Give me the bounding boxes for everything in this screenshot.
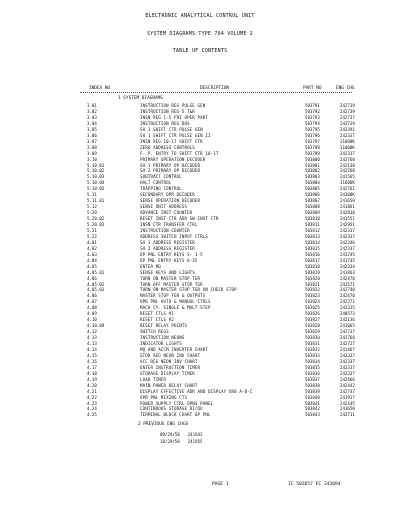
row-description: TURN ON MASTER STOP TGR ON CHECK STOP <box>140 287 237 293</box>
row-part-number: 503804 <box>305 180 320 186</box>
row-index: 3.04 <box>87 120 97 126</box>
column-header-index: INDEX NO <box>89 86 111 91</box>
row-eng-change: 242761 <box>340 186 355 192</box>
row-index: 4.07 <box>87 299 97 305</box>
row-part-number: 503813 <box>305 233 320 239</box>
row-part-number: 503843 <box>305 412 320 418</box>
row-index: 5.20.02 <box>87 216 105 222</box>
row-part-number: 503799 <box>305 150 320 156</box>
row-eng-change: 242337 <box>340 227 355 233</box>
row-index: 4.19 <box>87 376 97 382</box>
row-description: MQ AND ACCM INVERTER CHART <box>140 346 208 352</box>
row-index: 5.10.01 <box>87 162 105 168</box>
row-part-number: 503794 <box>305 120 320 126</box>
row-eng-change: 241658 <box>340 198 355 204</box>
row-description: MASTER STOP TGR & OUTPUTS <box>140 293 206 299</box>
row-part-number: 503815 <box>305 245 320 251</box>
row-part-number: 503791 <box>305 103 320 108</box>
row-part-number: 503836 <box>305 370 320 376</box>
row-part-number: 503812 <box>305 227 320 233</box>
row-eng-change: 242445 <box>340 400 355 406</box>
row-eng-change: 241861 <box>340 204 355 210</box>
column-header-description: DESCRIPTION <box>200 86 230 91</box>
row-eng-change: 242739 <box>340 120 355 126</box>
row-part-number: 503822 <box>305 287 320 293</box>
row-part-number: 503805 <box>305 186 320 192</box>
row-description: STOR REG NEON INV CHART <box>140 352 201 358</box>
row-part-number: 503818 <box>305 263 320 269</box>
row-eng-change: 242335 <box>340 305 355 311</box>
row-description: SWITCH REGS <box>140 329 169 335</box>
row-eng-change: 242727 <box>340 341 355 346</box>
row-description: OPR PNL MIXING CTS <box>140 394 188 400</box>
row-description: SH 1 SHIFT CTR PULSE GEN II <box>140 132 211 138</box>
row-description: LOAD TIMER <box>140 376 167 382</box>
row-eng-change: 242371 <box>340 299 355 305</box>
row-description: SENSE KEYS AND LIGHTS <box>140 269 195 275</box>
row-part-number: 503808 <box>305 204 320 210</box>
row-part-number: 503838 <box>305 382 320 388</box>
previous-eng-item <box>160 439 203 444</box>
row-index: 4.05.03 <box>87 287 105 293</box>
row-description: TRAPPING CONTROL <box>140 186 182 192</box>
row-index: 4.21 <box>87 388 97 394</box>
row-index: 5.22 <box>87 233 97 239</box>
row-description: MAIN POWER RELAY CHART <box>140 382 198 388</box>
row-part-number: 503837 <box>305 376 320 382</box>
row-description: CONTINUOUS STORAGE RI/OU <box>140 406 203 412</box>
row-index: 3.07 <box>87 138 97 144</box>
row-description: SH 2 PRIMARY OP DECODER <box>140 168 201 174</box>
row-part-number: 503803 <box>305 174 320 180</box>
row-index: 4.23 <box>87 400 97 406</box>
header-rule <box>80 92 352 93</box>
row-description: RESET INST-CTR ADR SW-INST CTR <box>140 216 219 222</box>
row-eng-change: 242337 <box>340 132 355 138</box>
row-eng-change: 242711 <box>340 412 355 418</box>
row-index: 3.10 <box>87 156 97 162</box>
row-index: 4.01 <box>87 239 97 245</box>
row-description: SH 2 ADDRESS REGISTER <box>140 245 195 251</box>
row-eng-change: 242760 <box>340 168 355 174</box>
row-part-number: 503807 <box>305 198 320 204</box>
row-part-number: 503825 <box>305 305 320 311</box>
row-part-number: 503817 <box>305 257 320 263</box>
section-heading: 2 PREVIOUS ENG CHGS <box>138 422 189 427</box>
document-reference: IC 503657 EC 243094 <box>288 482 341 487</box>
row-index: 4.14 <box>87 346 97 352</box>
row-description: OPR PNL AUTO & MANUAL CTRLS <box>140 299 211 305</box>
section-heading: 1 SYSTEM DIAGRAMS <box>118 96 163 101</box>
row-part-number: 503793 <box>305 114 320 120</box>
row-description: RESET CTLS #1 <box>140 311 174 317</box>
row-eng-change: 242571 <box>340 281 355 287</box>
row-index: 5.12 <box>87 204 97 210</box>
row-index: 4.05.02 <box>87 281 105 287</box>
row-part-number: 503819 <box>305 269 320 275</box>
row-part-number: 503821 <box>305 281 320 287</box>
row-index: 3.05 <box>87 126 97 132</box>
row-description: ZERO ADDRESS CONTROLS <box>140 144 195 150</box>
row-index: 3.03 <box>87 114 97 120</box>
row-eng-change: 242737 <box>340 329 355 335</box>
row-index: 5.10.04 <box>87 180 105 186</box>
row-description: INSTRUCTION REG DOS <box>140 120 190 126</box>
row-eng-change: 242739 <box>340 103 355 108</box>
row-description: TURN ON MASTER STOP TGR <box>140 275 201 281</box>
row-part-number: 503833 <box>305 352 320 358</box>
row-part-number: 503795 <box>305 126 320 132</box>
row-index: 3.01 <box>87 103 97 108</box>
row-index: 5.21 <box>87 227 97 233</box>
row-description: INSTRUCTION COUNTER <box>140 227 190 233</box>
row-part-number: 503824 <box>305 299 320 305</box>
row-part-number: 503829 <box>305 329 320 335</box>
row-eng-change: 24300K <box>340 192 355 198</box>
previous-eng-number: 241955 <box>187 439 203 444</box>
row-eng-change: 242470 <box>340 293 355 299</box>
row-part-number: 503834 <box>305 358 320 364</box>
row-description: INSTRUCTION NEONS <box>140 335 185 341</box>
row-index: 4.05.01 <box>87 269 105 275</box>
row-description: SH 1 PRIMARY OP DECODER <box>140 162 201 168</box>
row-part-number: 503814 <box>305 239 320 245</box>
row-part-number: 503792 <box>305 108 320 114</box>
row-eng-change: 242136 <box>340 317 355 323</box>
row-index: 4.03 <box>87 251 97 257</box>
row-part-number: 503831 <box>305 341 320 346</box>
row-description: TURN OFF MASTER STOP TGR <box>140 281 203 287</box>
row-part-number: 503840 <box>305 394 320 400</box>
row-index: 4.13 <box>87 335 97 341</box>
row-description: OP PNL ENTRY KEYS 6-35 <box>140 257 198 263</box>
row-part-number: 503828 <box>305 323 320 329</box>
row-index: 3.08 <box>87 144 97 150</box>
row-index: 4.22 <box>87 394 97 400</box>
row-eng-change: 31600K <box>340 180 355 186</box>
row-index: 4.16 <box>87 358 97 364</box>
row-index: 3.06 <box>87 132 97 138</box>
row-eng-change: 241863 <box>340 269 355 275</box>
row-part-number: 503835 <box>305 364 320 370</box>
row-part-number: 503796 <box>305 132 320 138</box>
row-description: STORAGE DISPLAY TIMER <box>140 370 195 376</box>
row-part-number: 503797 <box>305 138 320 144</box>
row-description: MACH CY. SINGLE & MULT STEP <box>140 305 211 311</box>
row-index: 5.20.03 <box>87 222 105 227</box>
row-eng-change: 241917 <box>340 394 355 400</box>
row-index: 4.10 <box>87 317 97 323</box>
row-part-number: 503839 <box>305 388 320 394</box>
row-part-number: 503841 <box>305 400 320 406</box>
row-index: 4.25 <box>87 412 97 418</box>
row-eng-change: 241551 <box>340 216 355 222</box>
row-index: 3.09 <box>87 150 97 156</box>
row-description: RESET RELAY POINTS <box>140 323 188 329</box>
row-part-number: 503832 <box>305 346 320 352</box>
row-description: SH 1 ADDRESS REGISTER <box>140 239 195 245</box>
row-description: INDICATOR LIGHTS <box>140 341 182 346</box>
row-eng-change: 241565 <box>340 174 355 180</box>
row-description: ENTER INSTRUCTION TIMER <box>140 364 201 370</box>
row-description: SENSE OPERATION DECODER <box>140 198 201 204</box>
row-description: RESET CTLS #2 <box>140 317 174 323</box>
row-index: 4.02 <box>87 245 97 251</box>
row-part-number: 503816 <box>305 251 320 257</box>
row-eng-change: 242337 <box>340 245 355 251</box>
row-description: TERMINAL BLOCK CHART OP PNL <box>140 412 211 418</box>
row-description: INSN CTR TRANSFER CTRL <box>140 222 198 227</box>
row-eng-change: 242337 <box>340 150 355 156</box>
row-part-number: 503842 <box>305 406 320 412</box>
row-eng-change: 242466 <box>340 376 355 382</box>
row-eng-change: 241745 <box>340 251 355 257</box>
row-eng-change: 241065 <box>340 323 355 329</box>
row-part-number: 503809 <box>305 210 320 216</box>
row-eng-change: 242337 <box>340 358 355 364</box>
previous-eng-item <box>160 432 203 437</box>
row-eng-change: 242737 <box>340 114 355 120</box>
row-eng-change: 242337 <box>340 352 355 358</box>
row-index: 4.05 <box>87 263 97 269</box>
row-eng-change: 242334 <box>340 263 355 269</box>
row-eng-change: 240573 <box>340 311 355 317</box>
row-index: 4.12 <box>87 329 97 335</box>
row-eng-change: 242760 <box>340 156 355 162</box>
row-description: ENTER MQ <box>140 263 161 269</box>
row-eng-change: 242747 <box>340 388 355 394</box>
row-part-number: 503830 <box>305 335 320 341</box>
row-description: INSN REG 1-5 FRI OPER PART <box>140 114 208 120</box>
document-subtitle: SYSTEM DIAGRAMS TYPE 704 VOLUME 2 <box>147 31 253 37</box>
row-description: INSTRUCTION REG PULSE GEN <box>140 103 206 108</box>
row-part-number: 503810 <box>305 216 320 222</box>
row-description: ACC REG NEON INV CHART <box>140 358 198 364</box>
row-description: SECONDARY OPR DECODER <box>140 192 195 198</box>
previous-eng-date: 09/29/58 <box>160 432 180 437</box>
row-index: 5.11 <box>87 192 97 198</box>
row-eng-change: 242346 <box>340 239 355 245</box>
row-index: 4.09 <box>87 311 97 317</box>
row-eng-change: 242470 <box>340 275 355 281</box>
row-description: SENSE UNIT ADDRESS <box>140 204 188 210</box>
row-part-number: 503801 <box>305 162 320 168</box>
previous-eng-number: 241843 <box>187 432 203 437</box>
row-index: 5.10.03 <box>87 174 105 180</box>
row-description: ADVANCE INST COUNTER <box>140 210 193 216</box>
row-eng-change: 241650 <box>340 406 355 412</box>
row-eng-change: 241745 <box>340 257 355 263</box>
row-index: 4.20 <box>87 382 97 388</box>
row-eng-change: 242442 <box>340 382 355 388</box>
row-eng-change: 241467 <box>340 346 355 352</box>
row-eng-change: 242337 <box>340 364 355 370</box>
toc-heading: TABLE OF CONTENTS <box>172 48 228 54</box>
row-part-number: 503827 <box>305 317 320 323</box>
column-header-eng: ENG CHG <box>336 86 355 91</box>
row-part-number: 503823 <box>305 293 320 299</box>
row-eng-change: 242740 <box>340 287 355 293</box>
row-index: 5.10.02 <box>87 168 105 174</box>
row-eng-change: 242739 <box>340 108 355 114</box>
row-part-number: 503806 <box>305 192 320 198</box>
row-index: 4.15 <box>87 352 97 358</box>
row-description: SH 1 SHIFT CTR PULSE GEN <box>140 126 203 132</box>
row-eng-change: 31600K <box>340 144 355 150</box>
row-eng-change: 242951 <box>340 222 355 227</box>
row-index: 4.13 <box>87 341 97 346</box>
row-eng-change: 242130 <box>340 162 355 168</box>
row-description: ADDRESS SWITCH INPUT CTRLS <box>140 233 208 239</box>
row-index: 4.24 <box>87 406 97 412</box>
row-description: DISPLAY EFFECTIVE ADR AND DISPLAY XR8 A-B-C <box>140 388 253 394</box>
row-description: SUBTRACT CONTROL <box>140 174 182 180</box>
row-index: 5.11.01 <box>87 198 105 204</box>
row-eng-change: 31600K <box>340 138 355 144</box>
page-number: PAGE 1 <box>212 482 229 487</box>
row-part-number: 503811 <box>305 222 320 227</box>
document-title: ELECTRONIC ANALYTICAL CONTROL UNIT <box>145 13 255 19</box>
row-index: 5.20 <box>87 210 97 216</box>
row-description: POWER SUPPLY CTRL OPNS PANEL <box>140 400 214 406</box>
row-index: 4.08 <box>87 305 97 311</box>
previous-eng-date: 10/29/58 <box>160 439 180 444</box>
row-index: 4.18 <box>87 370 97 376</box>
row-index: 4.06 <box>87 293 97 299</box>
row-eng-change: 242391 <box>340 126 355 132</box>
row-eng-change: 242337 <box>340 233 355 239</box>
row-index: 4.06 <box>87 275 97 281</box>
row-eng-change: 242337 <box>340 370 355 376</box>
row-description: PRIMARY OPERATION DECODER <box>140 156 206 162</box>
row-index: 4.04 <box>87 257 97 263</box>
row-part-number: 503820 <box>305 275 320 281</box>
row-part-number: 503800 <box>305 156 320 162</box>
row-index: 3.02 <box>87 108 97 114</box>
row-description: INSTRUCTION REG 5 T&R <box>140 108 195 114</box>
row-description: HALT CONTROL <box>140 180 172 186</box>
row-part-number: 503802 <box>305 168 320 174</box>
table-row <box>0 412 400 418</box>
row-part-number: 503798 <box>305 144 320 150</box>
row-index: 4.10.09 <box>87 323 105 329</box>
row-description: F. P. ENTRY TO SHIFT CTR 10-17 <box>140 150 219 156</box>
row-eng-change: 242810 <box>340 210 355 216</box>
row-index: 5.10.05 <box>87 186 105 192</box>
column-header-part: PART NO <box>303 86 322 91</box>
row-index: 4.17 <box>87 364 97 370</box>
row-description: INSN REG 10-17 SHIFT CTR <box>140 138 203 144</box>
row-part-number: 503826 <box>305 311 320 317</box>
row-eng-change: 242760 <box>340 335 355 341</box>
row-description: OP PNL ENTRY KEYS S- 1-5 <box>140 251 203 257</box>
